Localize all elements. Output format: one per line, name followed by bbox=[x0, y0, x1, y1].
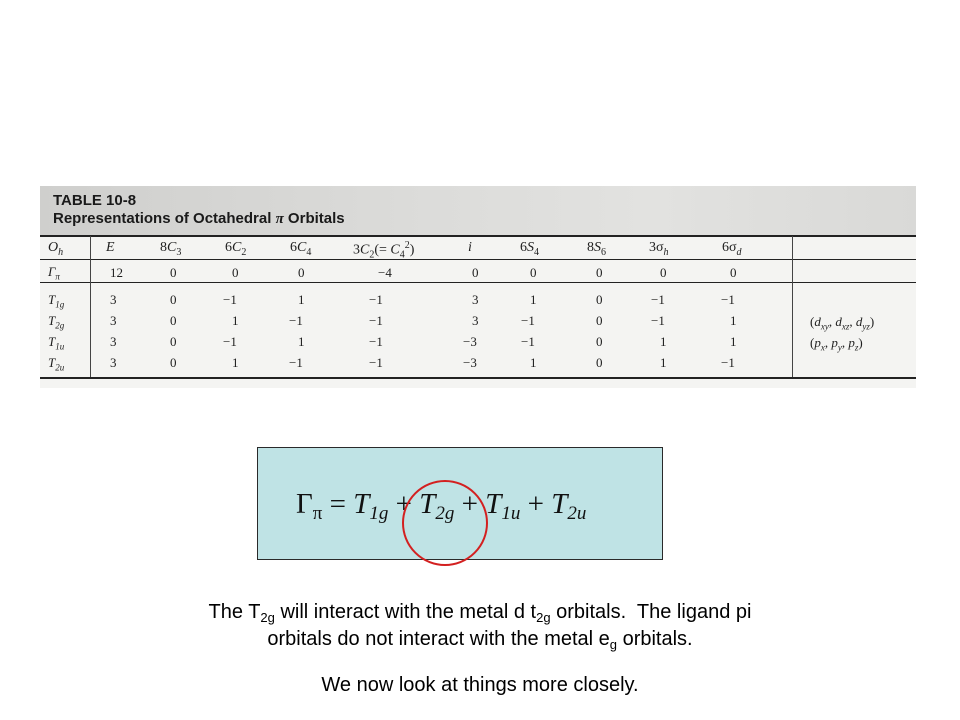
gamma-cell: 0 bbox=[170, 265, 177, 280]
character-cell: 3 bbox=[472, 313, 479, 328]
character-cell: 0 bbox=[170, 292, 177, 307]
col-header-6c2: $6C_2$ bbox=[225, 240, 247, 258]
irrep-label: $T_{1u}$ bbox=[48, 334, 65, 352]
gamma-cell: 0 bbox=[232, 265, 239, 280]
col-header-6c4: $6C_4$ bbox=[290, 240, 312, 258]
character-cell: −3 bbox=[463, 355, 477, 370]
character-cell: −1 bbox=[651, 292, 665, 307]
col-header-3sigmah: $3\sigma_h$ bbox=[649, 240, 669, 258]
gamma-cell: 0 bbox=[472, 265, 479, 280]
caption-line-3: We now look at things more closely. bbox=[321, 674, 639, 696]
col-header-i: i bbox=[468, 240, 472, 255]
character-cell: 1 bbox=[660, 355, 667, 370]
character-cell: −1 bbox=[289, 355, 303, 370]
group-label: $O_h$ bbox=[48, 240, 64, 258]
character-cell: 0 bbox=[596, 355, 603, 370]
character-cell: −1 bbox=[521, 313, 535, 328]
character-cell: −1 bbox=[369, 355, 383, 370]
character-cell: 0 bbox=[596, 292, 603, 307]
character-cell: −1 bbox=[651, 313, 665, 328]
character-cell: 3 bbox=[472, 292, 479, 307]
character-cell: 3 bbox=[110, 355, 117, 370]
gamma-cell: 12 bbox=[110, 265, 123, 280]
character-cell: 0 bbox=[170, 334, 177, 349]
gamma-cell: 0 bbox=[730, 265, 737, 280]
character-cell: −1 bbox=[369, 313, 383, 328]
gamma-cell: 0 bbox=[660, 265, 667, 280]
irrep-label: $T_{2g}$ bbox=[48, 313, 65, 331]
character-cell: 1 bbox=[730, 313, 737, 328]
character-cell: −3 bbox=[463, 334, 477, 349]
character-cell: 3 bbox=[110, 313, 117, 328]
character-cell: −1 bbox=[521, 334, 535, 349]
gamma-cell: −4 bbox=[378, 265, 392, 280]
character-cell: −1 bbox=[289, 313, 303, 328]
col-header-3c2: $3C_2(= C_4^2)$ bbox=[353, 240, 415, 261]
character-cell: 1 bbox=[730, 334, 737, 349]
character-cell: −1 bbox=[369, 334, 383, 349]
character-cell: 1 bbox=[660, 334, 667, 349]
table-gamma-rule bbox=[40, 282, 916, 283]
character-cell: 1 bbox=[298, 292, 305, 307]
character-cell: 0 bbox=[596, 313, 603, 328]
irrep-label: $T_{2u}$ bbox=[48, 355, 65, 373]
character-cell: 0 bbox=[170, 355, 177, 370]
character-cell: −1 bbox=[721, 355, 735, 370]
table-divider-left bbox=[90, 236, 91, 377]
col-header-6sigmad: $6\sigma_d$ bbox=[722, 240, 742, 258]
character-cell: 1 bbox=[232, 313, 239, 328]
table-number: TABLE 10-8 bbox=[53, 192, 137, 209]
character-table-image bbox=[40, 186, 916, 388]
character-cell: 1 bbox=[530, 355, 537, 370]
caption-line-2: orbitals do not interact with the metal $e_g$ orbitals. bbox=[267, 628, 693, 652]
table-header-rule bbox=[40, 259, 916, 260]
table-title: Representations of Octahedral π Orbitals bbox=[53, 210, 345, 227]
col-header-6s4: $6S_4$ bbox=[520, 240, 539, 258]
table-top-rule bbox=[40, 235, 916, 237]
basis-p-orbitals: ($p_x$, $p_y$, $p_z$) bbox=[810, 335, 863, 353]
basis-d-orbitals: ($d_{xy}$, $d_{xz}$, $d_{yz}$) bbox=[810, 314, 875, 332]
character-cell: 1 bbox=[530, 292, 537, 307]
character-cell: 0 bbox=[596, 334, 603, 349]
table-divider-right bbox=[792, 236, 793, 377]
character-cell: 0 bbox=[170, 313, 177, 328]
t2g-highlight-circle bbox=[402, 480, 488, 566]
character-cell: −1 bbox=[223, 334, 237, 349]
table-header-band bbox=[40, 186, 916, 236]
row-label-gamma-pi: $\Gamma_\pi$ bbox=[48, 264, 60, 282]
character-cell: −1 bbox=[223, 292, 237, 307]
gamma-cell: 0 bbox=[298, 265, 305, 280]
character-cell: 1 bbox=[298, 334, 305, 349]
character-cell: 1 bbox=[232, 355, 239, 370]
gamma-pi-equation: $\Gamma_\pi = T_{1g} + T_{2g} + T_{1u} + T_{2u}$ bbox=[296, 488, 587, 524]
gamma-cell: 0 bbox=[596, 265, 603, 280]
character-cell: 3 bbox=[110, 292, 117, 307]
col-header-8c3: $8C_3$ bbox=[160, 240, 182, 258]
table-bottom-rule bbox=[40, 377, 916, 379]
col-header-8s6: $8S_6$ bbox=[587, 240, 606, 258]
character-cell: 3 bbox=[110, 334, 117, 349]
gamma-cell: 0 bbox=[530, 265, 537, 280]
character-cell: −1 bbox=[369, 292, 383, 307]
caption-line-1: The $T_{2g}$ will interact with the metal d $t_{2g}$ orbitals. The ligand pi bbox=[208, 601, 752, 625]
col-header-e: E bbox=[106, 240, 115, 255]
character-cell: −1 bbox=[721, 292, 735, 307]
irrep-label: $T_{1g}$ bbox=[48, 292, 65, 310]
